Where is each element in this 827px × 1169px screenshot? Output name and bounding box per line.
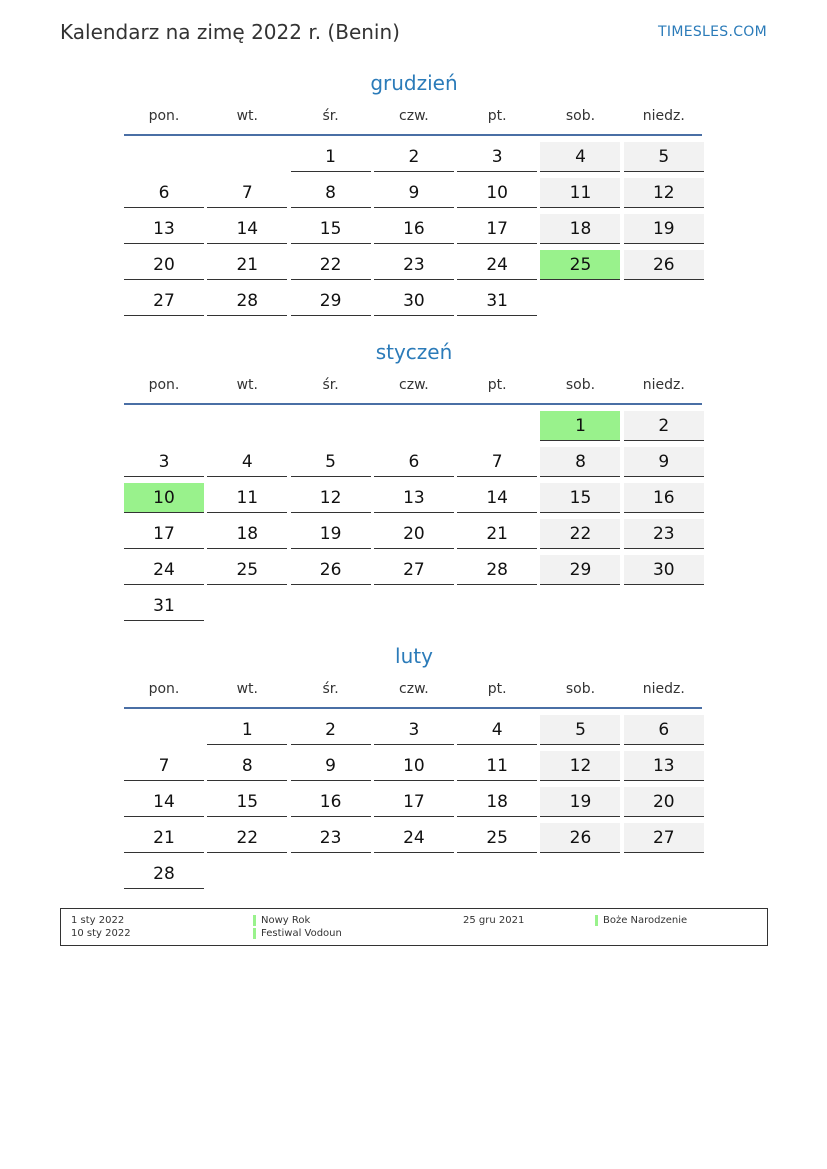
weekday-thu: czw. bbox=[399, 108, 429, 124]
holiday-day-cell: 10 bbox=[124, 483, 204, 513]
day-cell: 15 bbox=[291, 214, 371, 244]
weekday-tue: wt. bbox=[236, 108, 258, 124]
day-cell: 21 bbox=[457, 519, 537, 549]
empty-cell bbox=[124, 142, 204, 172]
day-cell: 28 bbox=[457, 555, 537, 585]
day-grid bbox=[124, 715, 704, 889]
day-cell: 26 bbox=[291, 555, 371, 585]
day-cell: 11 bbox=[540, 178, 620, 208]
day-cell: 28 bbox=[124, 859, 204, 889]
day-cell: 23 bbox=[624, 519, 704, 549]
day-cell: 11 bbox=[207, 483, 287, 513]
day-cell: 15 bbox=[207, 787, 287, 817]
weekday-wed: śr. bbox=[322, 108, 339, 124]
empty-cell bbox=[457, 411, 537, 441]
day-cell: 17 bbox=[124, 519, 204, 549]
day-cell: 17 bbox=[457, 214, 537, 244]
day-cell: 10 bbox=[374, 751, 454, 781]
day-cell: 20 bbox=[374, 519, 454, 549]
holiday-day-cell: 25 bbox=[540, 250, 620, 280]
weekday-mon: pon. bbox=[148, 108, 180, 124]
header-divider bbox=[124, 134, 702, 136]
day-grid bbox=[124, 411, 704, 621]
header-divider bbox=[124, 707, 702, 709]
month-name: luty bbox=[395, 644, 433, 668]
day-cell: 22 bbox=[540, 519, 620, 549]
day-cell: 22 bbox=[291, 250, 371, 280]
day-cell: 30 bbox=[374, 286, 454, 316]
day-cell: 6 bbox=[124, 178, 204, 208]
weekday-mon: pon. bbox=[148, 681, 180, 697]
day-cell: 24 bbox=[374, 823, 454, 853]
holiday-marker bbox=[253, 915, 256, 926]
day-cell: 20 bbox=[124, 250, 204, 280]
weekday-header bbox=[124, 371, 704, 399]
day-cell: 2 bbox=[374, 142, 454, 172]
weekday-sun: niedz. bbox=[642, 377, 685, 393]
day-cell: 6 bbox=[624, 715, 704, 745]
day-cell: 10 bbox=[457, 178, 537, 208]
header-divider bbox=[124, 403, 702, 405]
day-cell: 18 bbox=[457, 787, 537, 817]
weekday-wed: śr. bbox=[322, 377, 339, 393]
day-cell: 18 bbox=[207, 519, 287, 549]
empty-cell bbox=[374, 411, 454, 441]
empty-cell bbox=[291, 411, 371, 441]
day-cell: 26 bbox=[540, 823, 620, 853]
weekday-sun: niedz. bbox=[642, 681, 685, 697]
day-cell: 5 bbox=[540, 715, 620, 745]
day-cell: 9 bbox=[624, 447, 704, 477]
weekday-tue: wt. bbox=[236, 377, 258, 393]
day-cell: 12 bbox=[624, 178, 704, 208]
legend-holiday bbox=[253, 914, 310, 927]
day-cell: 2 bbox=[291, 715, 371, 745]
weekday-tue: wt. bbox=[236, 681, 258, 697]
weekday-thu: czw. bbox=[399, 377, 429, 393]
legend-holiday-name: Nowy Rok bbox=[261, 915, 311, 926]
day-cell: 5 bbox=[624, 142, 704, 172]
day-cell: 27 bbox=[624, 823, 704, 853]
day-cell: 23 bbox=[374, 250, 454, 280]
day-cell: 19 bbox=[624, 214, 704, 244]
day-cell: 30 bbox=[624, 555, 704, 585]
day-cell: 6 bbox=[374, 447, 454, 477]
legend-holiday bbox=[253, 927, 342, 940]
day-cell: 21 bbox=[124, 823, 204, 853]
day-cell: 12 bbox=[291, 483, 371, 513]
holiday-marker bbox=[253, 928, 256, 939]
day-cell: 15 bbox=[540, 483, 620, 513]
day-cell: 25 bbox=[457, 823, 537, 853]
legend-holiday-name: Festiwal Vodoun bbox=[261, 928, 342, 939]
day-cell: 28 bbox=[207, 286, 287, 316]
legend-date: 25 gru 2021 bbox=[463, 915, 525, 926]
day-cell: 31 bbox=[457, 286, 537, 316]
day-cell: 29 bbox=[540, 555, 620, 585]
day-cell: 9 bbox=[374, 178, 454, 208]
day-cell: 26 bbox=[624, 250, 704, 280]
weekday-sat: sob. bbox=[565, 108, 596, 124]
day-cell: 16 bbox=[291, 787, 371, 817]
day-cell: 13 bbox=[374, 483, 454, 513]
day-cell: 8 bbox=[540, 447, 620, 477]
day-cell: 19 bbox=[291, 519, 371, 549]
weekday-thu: czw. bbox=[399, 681, 429, 697]
day-grid bbox=[124, 142, 704, 316]
day-cell: 8 bbox=[207, 751, 287, 781]
day-cell: 24 bbox=[457, 250, 537, 280]
day-cell: 16 bbox=[374, 214, 454, 244]
day-cell: 3 bbox=[457, 142, 537, 172]
day-cell: 25 bbox=[207, 555, 287, 585]
day-cell: 7 bbox=[124, 751, 204, 781]
day-cell: 3 bbox=[124, 447, 204, 477]
day-cell: 29 bbox=[291, 286, 371, 316]
month-name: grudzień bbox=[370, 71, 458, 95]
legend-holiday bbox=[595, 914, 687, 927]
day-cell: 8 bbox=[291, 178, 371, 208]
day-cell: 1 bbox=[207, 715, 287, 745]
holiday-legend bbox=[60, 908, 768, 946]
empty-cell bbox=[207, 411, 287, 441]
day-cell: 3 bbox=[374, 715, 454, 745]
day-cell: 11 bbox=[457, 751, 537, 781]
legend-date: 1 sty 2022 bbox=[71, 915, 125, 926]
empty-cell bbox=[207, 142, 287, 172]
day-cell: 23 bbox=[291, 823, 371, 853]
legend-date: 10 sty 2022 bbox=[71, 928, 131, 939]
empty-cell bbox=[124, 411, 204, 441]
day-cell: 27 bbox=[124, 286, 204, 316]
month-december bbox=[124, 68, 704, 316]
day-cell: 21 bbox=[207, 250, 287, 280]
weekday-wed: śr. bbox=[322, 681, 339, 697]
day-cell: 2 bbox=[624, 411, 704, 441]
holiday-marker bbox=[595, 915, 598, 926]
brand-link[interactable]: TIMESLES.COM bbox=[658, 24, 767, 40]
weekday-sat: sob. bbox=[565, 377, 596, 393]
day-cell: 14 bbox=[457, 483, 537, 513]
day-cell: 5 bbox=[291, 447, 371, 477]
day-cell: 27 bbox=[374, 555, 454, 585]
weekday-header bbox=[124, 102, 704, 130]
day-cell: 17 bbox=[374, 787, 454, 817]
day-cell: 16 bbox=[624, 483, 704, 513]
legend-holiday-name: Boże Narodzenie bbox=[603, 915, 688, 926]
day-cell: 13 bbox=[124, 214, 204, 244]
day-cell: 1 bbox=[291, 142, 371, 172]
month-name: styczeń bbox=[375, 340, 453, 364]
holiday-day-cell: 1 bbox=[540, 411, 620, 441]
day-cell: 4 bbox=[457, 715, 537, 745]
day-cell: 18 bbox=[540, 214, 620, 244]
weekday-mon: pon. bbox=[148, 377, 180, 393]
empty-cell bbox=[124, 715, 204, 745]
day-cell: 13 bbox=[624, 751, 704, 781]
weekday-sat: sob. bbox=[565, 681, 596, 697]
day-cell: 7 bbox=[207, 178, 287, 208]
page-title: Kalendarz na zimę 2022 r. (Benin) bbox=[60, 20, 400, 44]
weekday-fri: pt. bbox=[487, 681, 507, 697]
day-cell: 4 bbox=[207, 447, 287, 477]
day-cell: 12 bbox=[540, 751, 620, 781]
weekday-sun: niedz. bbox=[642, 108, 685, 124]
month-january bbox=[124, 337, 704, 621]
day-cell: 22 bbox=[207, 823, 287, 853]
day-cell: 7 bbox=[457, 447, 537, 477]
day-cell: 14 bbox=[207, 214, 287, 244]
weekday-fri: pt. bbox=[487, 377, 507, 393]
day-cell: 14 bbox=[124, 787, 204, 817]
day-cell: 20 bbox=[624, 787, 704, 817]
day-cell: 19 bbox=[540, 787, 620, 817]
day-cell: 31 bbox=[124, 591, 204, 621]
weekday-fri: pt. bbox=[487, 108, 507, 124]
weekday-header bbox=[124, 675, 704, 703]
month-february bbox=[124, 641, 704, 889]
day-cell: 24 bbox=[124, 555, 204, 585]
day-cell: 9 bbox=[291, 751, 371, 781]
day-cell: 4 bbox=[540, 142, 620, 172]
